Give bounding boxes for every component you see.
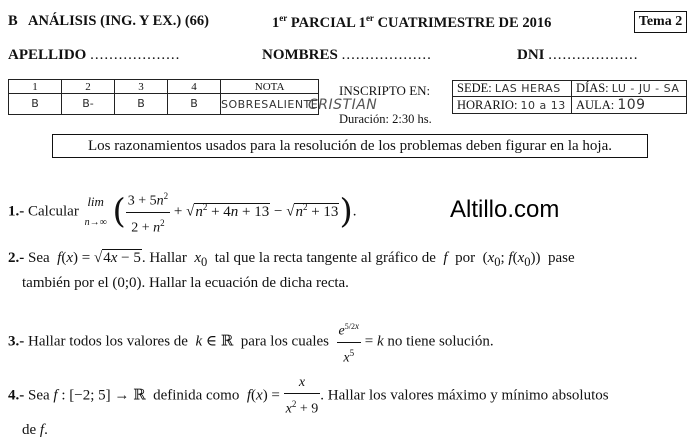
problem-3: 3.- Hallar todos los valores de k ∈ ℝ para los cuales $\frac{e^{5/2x}}{x^5}$ = k no tiene solución. — [8, 316, 692, 368]
course-title: ANÁLISIS (ING. Y EX.) (66) — [28, 13, 209, 29]
handwritten-signature: CRISTIAN — [308, 97, 378, 113]
grade-total: SOBRESALIENTE — [221, 94, 319, 115]
problem-4: 4.- Sea f : [−2; 5] → ℝ definida como f(x) = $\frac{x}{x^2 + 9}$ . Hallar los valores máximo y mínimo absolutos de f. — [8, 375, 609, 438]
grade-value: B — [168, 94, 221, 115]
horario-cell: HORARIO: 10 a 13 — [453, 97, 572, 114]
watermark-text: Altillo.com — [450, 196, 560, 223]
grade-header: 1 — [9, 80, 62, 94]
problem-2: 2.- Sea f(x) = √4x − 5. Hallar $x_0$ tal que la recta tangente al gráfico de f por ($x_0$; $f(x_0)$) pase también por el (0;0). Hallar la ecuación de dicha recta. — [8, 250, 575, 291]
problem-1: 1.- Calcular lim n→∞ ( $\frac{3 + 5n^2}{2 + n^2}$ + $√n^2 + 4n + 13 - √n^2 + 13$). — [8, 186, 448, 238]
sede-table — [452, 80, 687, 114]
instructions-box: Los razonamientos usados para la resolución de los problemas deben figurar en la hoja. — [52, 134, 648, 158]
grade-header: 4 — [168, 80, 221, 94]
grade-header: NOTA — [221, 80, 319, 94]
tema-badge: Tema 2 — [634, 11, 687, 33]
exam-letter: B — [8, 13, 18, 29]
grade-value: B- — [62, 94, 115, 115]
duracion-text: Duración: 2:30 hs. — [339, 112, 432, 126]
dias-cell: DÍAS: LU - JU - SA — [572, 81, 687, 97]
exam-title: 1er PARCIAL 1er CUATRIMESTRE DE 2016 — [272, 13, 552, 31]
grade-value: B — [9, 94, 62, 115]
dni-field: DNI ................... — [517, 47, 639, 63]
inscripto-label: INSCRIPTO EN: — [339, 83, 431, 98]
grade-header: 3 — [115, 80, 168, 94]
sede-cell: SEDE: LAS HERAS — [453, 81, 572, 97]
grade-value: B — [115, 94, 168, 115]
grade-header: 2 — [62, 80, 115, 94]
grades-table — [8, 79, 319, 115]
nombres-field: NOMBRES ................... — [262, 47, 432, 63]
apellido-field: APELLIDO ................... — [8, 47, 181, 63]
aula-cell: AULA: 109 — [572, 97, 687, 114]
